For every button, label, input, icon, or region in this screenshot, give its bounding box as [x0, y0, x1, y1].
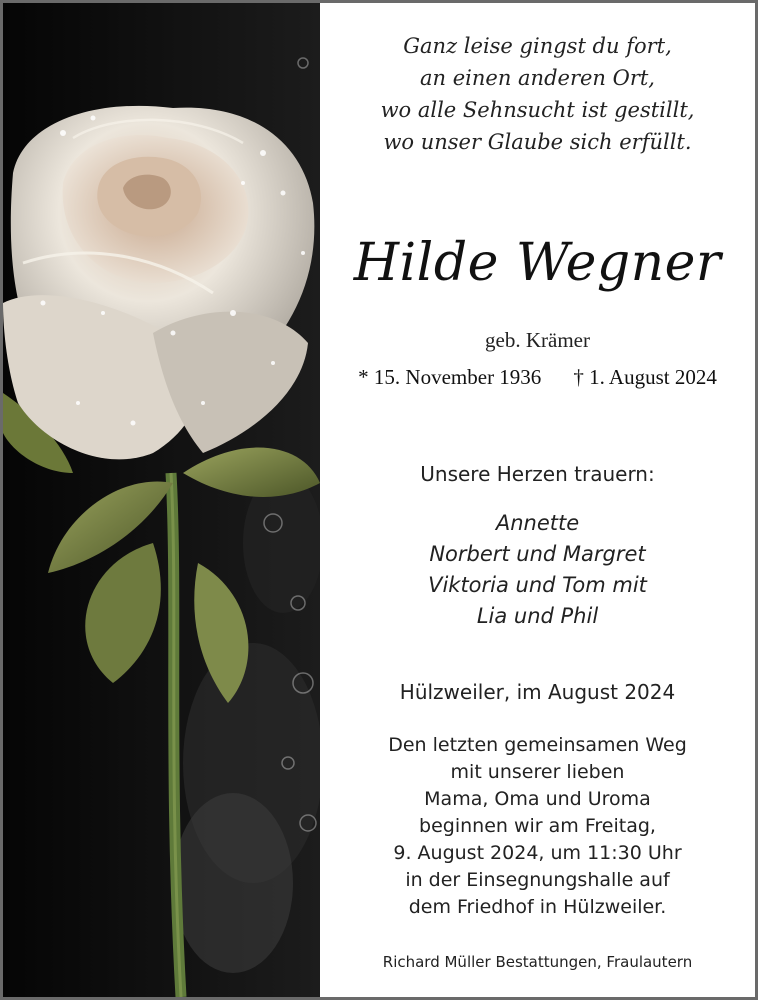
funeral-notice-line: 9. August 2024, um 11:30 Uhr	[393, 842, 682, 864]
birth-name: geb. Krämer	[485, 328, 590, 352]
rose-photo	[3, 3, 320, 997]
mourner-line: Annette	[495, 511, 580, 535]
death-date: † 1. August 2024	[573, 365, 717, 389]
mourner-line: Norbert und Margret	[429, 542, 646, 566]
funeral-notice-line: dem Friedhof in Hülzweiler.	[408, 896, 667, 918]
poem-line: wo alle Sehnsucht ist gestillt,	[380, 98, 695, 122]
funeral-notice-line: beginnen wir am Freitag,	[419, 815, 656, 837]
poem-line: wo unser Glaube sich erfüllt.	[383, 130, 692, 154]
poem-line: an einen anderen Ort,	[420, 66, 655, 90]
funeral-notice-line: Mama, Oma und Uroma	[424, 788, 651, 810]
mourner-line: Viktoria und Tom mit	[428, 573, 647, 597]
funeral-notice-line: in der Einsegnungshalle auf	[405, 869, 670, 891]
white-rose-image	[3, 3, 320, 997]
life-dates	[320, 365, 755, 390]
undertaker: Richard Müller Bestattungen, Fraulautern	[382, 953, 693, 971]
deceased-name: Hilde Wegner	[353, 233, 722, 293]
obituary-text	[320, 3, 755, 997]
mourner-line: Lia und Phil	[476, 604, 599, 628]
birth-date: * 15. November 1936	[358, 365, 542, 389]
funeral-notice-line: mit unserer lieben	[450, 761, 625, 783]
poem-line: Ganz leise gingst du fort,	[403, 34, 672, 58]
place-date: Hülzweiler, im August 2024	[399, 680, 676, 704]
mourners-heading: Unsere Herzen trauern:	[420, 462, 655, 486]
funeral-notice-line: Den letzten gemeinsamen Weg	[388, 734, 687, 756]
